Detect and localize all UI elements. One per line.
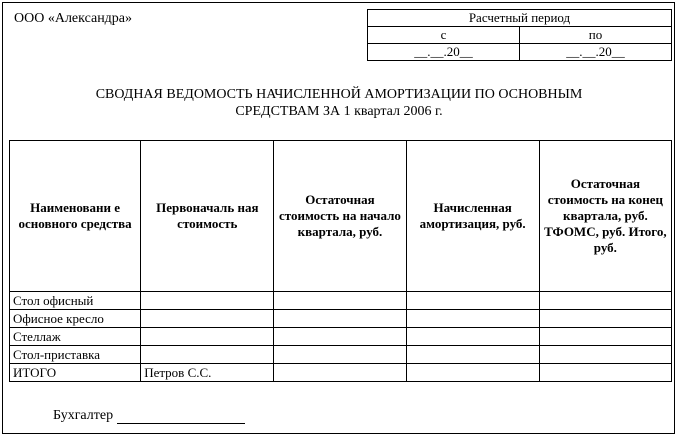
table-cell	[274, 346, 406, 364]
table-cell: ИТОГО	[10, 364, 141, 382]
table-total-row	[10, 364, 672, 382]
column-header: Остаточная стоимость на конец квартала, руб. ТФОМС, руб. Итого, руб.	[539, 141, 671, 292]
period-to-date: __.__.20__	[520, 44, 672, 61]
table-cell	[141, 328, 274, 346]
table-cell	[406, 346, 539, 364]
company-name: ООО «Александра»	[14, 11, 133, 26]
table-cell	[539, 310, 671, 328]
table-cell	[274, 292, 406, 310]
table-cell	[141, 292, 274, 310]
table-header-row	[10, 141, 672, 292]
table-row	[10, 292, 672, 310]
table-row	[10, 346, 672, 364]
table-cell	[539, 364, 671, 382]
table-cell	[406, 364, 539, 382]
period-from-label: с	[368, 27, 520, 44]
table-cell: Стол офисный	[10, 292, 141, 310]
depreciation-table	[9, 140, 672, 382]
period-header: Расчетный период	[368, 10, 672, 27]
table-cell	[406, 310, 539, 328]
column-header: Остаточная стоимость на начало квартала, руб.	[274, 141, 406, 292]
table-cell	[539, 346, 671, 364]
period-to-label: по	[520, 27, 672, 44]
period-from-date: __.__.20__	[368, 44, 520, 61]
title-line-2: СРЕДСТВАМ ЗА 1 квартал 2006 г.	[235, 104, 443, 119]
table-cell	[274, 364, 406, 382]
table-row	[10, 310, 672, 328]
column-header: Начисленная амортизация, руб.	[406, 141, 539, 292]
table-cell: Офисное кресло	[10, 310, 141, 328]
column-header: Наименовани е основного средства	[10, 141, 141, 292]
table-cell	[274, 328, 406, 346]
table-cell	[539, 328, 671, 346]
signature-line	[117, 411, 245, 424]
document-title	[0, 86, 678, 120]
table-cell	[406, 292, 539, 310]
table-cell	[406, 328, 539, 346]
table-cell: Стол-приставка	[10, 346, 141, 364]
title-line-1: СВОДНАЯ ВЕДОМОСТЬ НАЧИСЛЕННОЙ АМОРТИЗАЦИИ ПО ОСНОВНЫМ	[95, 87, 583, 102]
signature-block	[53, 408, 245, 424]
table-cell	[141, 310, 274, 328]
column-header: Первоначаль ная стоимость	[141, 141, 274, 292]
table-cell: Стеллаж	[10, 328, 141, 346]
table-row	[10, 328, 672, 346]
period-table	[367, 9, 672, 61]
table-cell	[141, 346, 274, 364]
table-cell	[274, 310, 406, 328]
signature-label: Бухгалтер	[53, 408, 114, 423]
table-cell: Петров С.С.	[141, 364, 274, 382]
table-cell	[539, 292, 671, 310]
